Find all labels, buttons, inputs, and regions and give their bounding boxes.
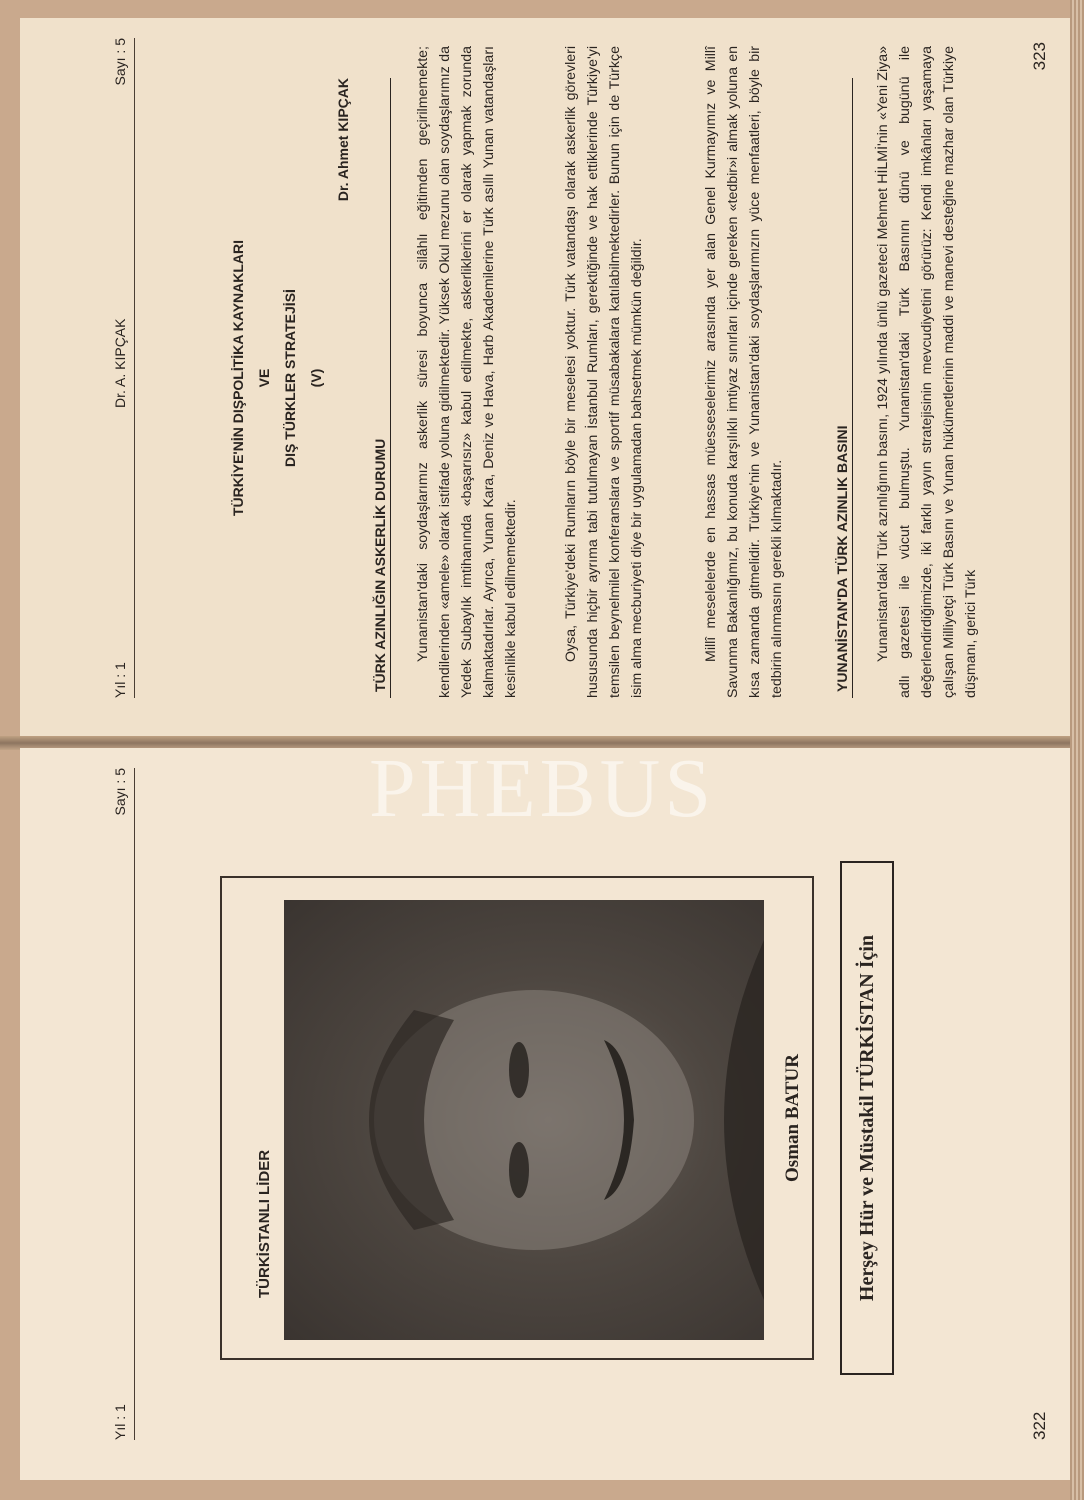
paragraph: Yunanistan'daki Türk azınlığının basını, 1924 yılında ünlü gazeteci Mehmet HİLMİ'nin «Yeni Ziya» adlı gazetesi ile vücut bulmuştu. Yunanistan'daki Türk Basınını dünü ve bugünü ile değerlendirdiğimizde, iki farklı yayın stratejisinin mevcudiyetini görürüz: Kendi imkânları yaşamaya çalışan Milliyetçi Türk Basını ve Yunan hükümetlerinin maddi ve manevi desteğine mazhar olan Türkiye düşmanı, gerici Türk — [875, 46, 979, 698]
paragraph: Yunanistan'daki soydaşlarımız askerlik süresi boyunca silâhlı eğitimden geçirilmemekte; kendilerinden «amele» olarak istifade yoluna gidilmektedir. Yüksek Okul mezunu olan soydaşlarımız da Yedek Subaylık imtihanında «başarısız» kabul edilmekte, askerliklerini er olarak yapmak zorunda kalmaktadırlar. Ayrıca, Yunan Kara, Deniz ve Hava, Harb Akademilerine Türk asıllı Yunan vatandaşları kesinlikle kabul edilmemektedir. — [415, 46, 519, 698]
page-number: 322 — [1030, 1411, 1049, 1440]
right-page — [20, 18, 1084, 738]
article-title-line-2: VE — [256, 368, 272, 388]
issue-label: Sayı : 5 — [112, 768, 128, 816]
year-label: Yıl : 1 — [112, 1404, 128, 1440]
watermark: PHEBUS — [368, 742, 716, 835]
issue-label: Sayı : 5 — [112, 38, 128, 86]
portrait-frame — [220, 876, 814, 1360]
section-heading-military: TÜRK AZINLIĞIN ASKERLİK DURUMU — [370, 78, 391, 698]
header-author: Dr. A. KIPÇAK — [112, 318, 128, 408]
year-label: Yıl : 1 — [112, 662, 128, 698]
slogan-banner: Herşey Hür ve Müstakil TÜRKİSTAN İçin — [840, 861, 894, 1375]
portrait-name: Osman BATUR — [782, 1054, 803, 1182]
portrait-caption: TÜRKİSTANLI LİDER — [256, 1149, 273, 1298]
article-title-line-3: DIŞ TÜRKLER STRATEJİSİ — [282, 289, 298, 467]
running-header — [112, 38, 135, 698]
article-author: Dr. Ahmet KIPÇAK — [335, 78, 351, 202]
article-title-line-4: (V) — [308, 368, 324, 388]
paragraph: Oysa, Türkiye'deki Rumların böyle bir meselesi yoktur. Türk vatandaşı olarak askerlik görevleri hususunda hiçbir ayrıma tabi tutulmayan İstanbul Rumları, gerektiğinde ve hak ettiklerinde Türkiye'yi temsilen beynelmilel konferanslara ve sportif müsabakalara katılabilmektedirler. Bunun için de Türkçe isim alma mecburiyeti diye bir uygulamadan bahsetmek mümkün değildir. — [563, 46, 645, 698]
article-title-line-1: TÜRKİYE'NİN DIŞPOLİTİKA KAYNAKLARI — [230, 239, 246, 517]
section-heading-press: YUNANİSTAN'DA TÜRK AZINLIK BASINI — [832, 78, 853, 698]
portrait-illustration — [284, 900, 764, 1340]
portrait-photo — [284, 900, 764, 1340]
page-number: 323 — [1030, 42, 1049, 71]
left-page — [20, 748, 1084, 1480]
paragraph: Millî meselelerde en hassas müesseselerimiz arasında yer alan Genel Kurmayımız ve Millî Savunma Bakanlığımız, bu konuda karşılıklı imtiyaz sınırları içinde gereken «tedbir»i almak yoluna en kısa zamanda gitmelidir. Türkiye'nin ve Yunanistan'daki soydaşlarımızın yüce menfaatleri, böyle bir tedbirin alınmasını gerekli kılmaktadır. — [703, 46, 785, 698]
running-header — [112, 768, 135, 1440]
